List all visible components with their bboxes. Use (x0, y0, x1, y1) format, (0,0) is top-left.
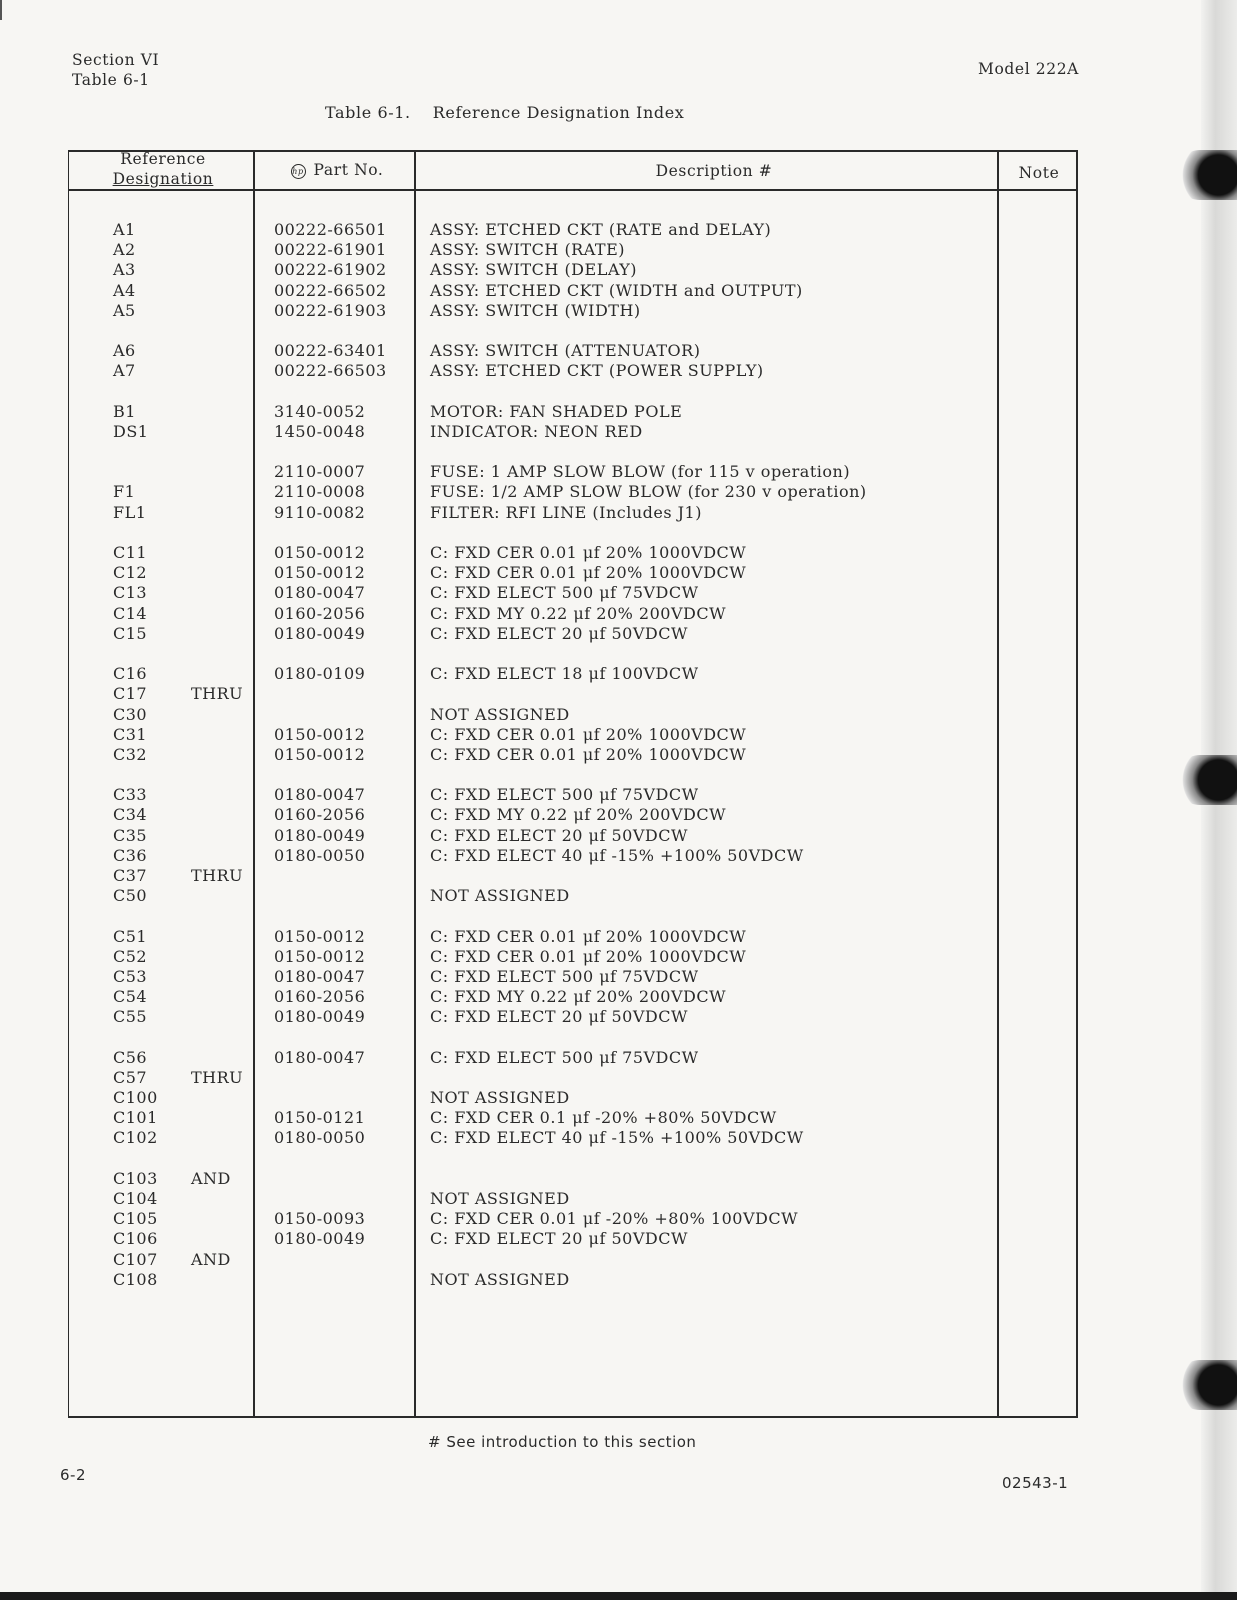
description-cell: C: FXD ELECT 40 μf -15% +100% 50VDCW (430, 1128, 804, 1148)
ref-designation-cell: DS1 (113, 421, 149, 441)
ref-designation-cell: C35 (113, 825, 148, 845)
page-edge-left (0, 0, 2, 20)
part-number-cell: 00222-66503 (274, 361, 387, 381)
table-title-number: Table 6-1. (325, 103, 411, 122)
description-cell: ASSY: ETCHED CKT (POWER SUPPLY) (430, 361, 764, 381)
description-cell: ASSY: ETCHED CKT (RATE and DELAY) (430, 220, 772, 239)
ref-designation-cell: A7 (113, 361, 136, 381)
part-number-cell: 0180-0047 (274, 1047, 366, 1067)
ref-designation-cell: C107 (113, 1249, 158, 1269)
table-row (0, 846, 1100, 866)
ref-designation-cell: B1 (113, 401, 136, 421)
table-title-text: Reference Designation Index (432, 103, 685, 122)
table-row (0, 805, 1100, 825)
description-cell: C: FXD ELECT 500 μf 75VDCW (430, 966, 699, 986)
table-row (0, 745, 1100, 765)
ref-designation-cell: C57 (113, 1067, 148, 1087)
table-row (0, 301, 1100, 321)
table-row (0, 1209, 1100, 1229)
ref-designation-cell: C33 (113, 785, 148, 805)
binder-hole-middle (1175, 755, 1237, 805)
ref-designation-cell: C103 (113, 1168, 158, 1188)
ref-designation-cell: C14 (113, 603, 148, 623)
table-row (0, 927, 1100, 947)
ref-designation-cell: A4 (113, 280, 136, 300)
table-row (0, 1048, 1100, 1068)
table-row (0, 1007, 1100, 1027)
description-cell: C: FXD ELECT 20 μf 50VDCW (430, 623, 688, 643)
ref-designation-cell: C104 (113, 1189, 158, 1208)
description-cell: C: FXD ELECT 18 μf 100VDCW (430, 664, 699, 684)
table-row (0, 1229, 1100, 1249)
range-keyword-cell: AND (191, 1249, 231, 1269)
description-cell: C: FXD ELECT 20 μf 50VDCW (430, 825, 688, 845)
table-row (0, 583, 1100, 603)
ref-designation-cell: F1 (113, 482, 136, 502)
description-cell: ASSY: SWITCH (RATE) (430, 240, 625, 260)
table-row (0, 967, 1100, 987)
table-row (0, 442, 1100, 462)
ref-designation-cell: C37 (113, 866, 148, 885)
ref-designation-cell: C36 (113, 845, 148, 865)
table-row (0, 725, 1100, 745)
part-number-cell: 0150-0012 (274, 946, 366, 966)
ref-designation-cell: C101 (113, 1108, 158, 1128)
description-cell: FUSE: 1/2 AMP SLOW BLOW (for 230 v operation) (430, 482, 867, 502)
part-number-cell: 9110-0082 (274, 502, 366, 522)
model-label: Model 222A (978, 60, 1079, 78)
ref-designation-cell: C32 (113, 744, 148, 764)
description-cell: C: FXD ELECT 500 μf 75VDCW (430, 785, 699, 805)
description-cell: NOT ASSIGNED (430, 1189, 570, 1208)
binder-hole-top (1175, 150, 1237, 200)
description-cell: ASSY: SWITCH (WIDTH) (430, 300, 641, 320)
description-cell: FILTER: RFI LINE (Includes J1) (430, 502, 702, 522)
part-number-cell: 0180-0047 (274, 966, 366, 986)
ref-designation-cell: C50 (113, 886, 148, 906)
part-number-cell: 0180-0050 (274, 1128, 366, 1148)
range-keyword-cell: AND (191, 1168, 231, 1188)
table-row (0, 987, 1100, 1007)
ref-designation-cell: A5 (113, 300, 136, 320)
part-number-cell: 0180-0047 (274, 785, 366, 805)
table-row (0, 1270, 1100, 1290)
part-number-cell: 0150-0121 (274, 1108, 366, 1128)
description-cell: ASSY: SWITCH (ATTENUATOR) (430, 341, 701, 361)
binder-hole-bottom (1175, 1360, 1237, 1410)
ref-designation-cell: C105 (113, 1209, 158, 1229)
document-number: 02543-1 (1002, 1474, 1069, 1492)
ref-designation-cell: FL1 (113, 502, 147, 522)
column-header-ref-line1: Reference (120, 150, 206, 168)
page-edge-bottom (0, 1592, 1237, 1600)
range-keyword-cell: THRU (191, 684, 244, 704)
description-cell: C: FXD CER 0.01 μf 20% 1000VDCW (430, 946, 747, 966)
column-header-description: Description # (655, 162, 773, 180)
column-header-note: Note (1018, 164, 1060, 182)
part-number-cell: 00222-66502 (274, 280, 387, 300)
table-row (0, 644, 1100, 664)
table-row (0, 604, 1100, 624)
part-number-cell: 0180-0109 (274, 664, 366, 684)
table-row (0, 281, 1100, 301)
description-cell: C: FXD CER 0.01 μf -20% +80% 100VDCW (430, 1209, 799, 1229)
table-row (0, 906, 1100, 926)
table-row (0, 705, 1100, 725)
part-number-cell: 0150-0012 (274, 563, 366, 583)
description-cell: C: FXD CER 0.01 μf 20% 1000VDCW (430, 563, 747, 583)
description-cell: C: FXD CER 0.01 μf 20% 1000VDCW (430, 744, 747, 764)
part-number-cell: 0180-0047 (274, 583, 366, 603)
ref-designation-cell: C13 (113, 583, 148, 603)
ref-designation-cell: C55 (113, 1007, 148, 1027)
ref-designation-cell: C52 (113, 946, 148, 966)
part-number-cell: 0150-0093 (274, 1209, 366, 1229)
table-row (0, 886, 1100, 906)
table-row (0, 563, 1100, 583)
table-row (0, 260, 1100, 280)
part-number-cell: 0150-0012 (274, 724, 366, 744)
description-cell: C: FXD MY 0.22 μf 20% 200VDCW (430, 603, 727, 623)
part-number-cell: 0180-0049 (274, 1007, 366, 1027)
ref-designation-cell: C54 (113, 987, 148, 1007)
ref-designation-cell: A1 (113, 220, 136, 239)
table-row (0, 664, 1100, 684)
table-row (0, 1068, 1100, 1088)
table-row (0, 1028, 1100, 1048)
table-row (0, 462, 1100, 482)
description-cell: C: FXD CER 0.01 μf 20% 1000VDCW (430, 724, 747, 744)
page-number: 6-2 (60, 1466, 86, 1484)
part-number-cell: 0160-2056 (274, 805, 366, 825)
part-number-cell: 0150-0012 (274, 744, 366, 764)
part-number-cell: 0180-0049 (274, 825, 366, 845)
column-header-part-label: Part No. (313, 161, 384, 179)
ref-designation-cell: C102 (113, 1128, 158, 1148)
table-row (0, 624, 1100, 644)
section-label: Section VI (72, 51, 160, 69)
table-ref-label: Table 6-1 (72, 71, 150, 89)
column-header-part-no (257, 160, 417, 180)
description-cell: NOT ASSIGNED (430, 1269, 570, 1289)
table-row (0, 341, 1100, 361)
part-number-cell: 00222-63401 (274, 341, 387, 361)
column-header-ref-line2: Designation (112, 170, 214, 188)
table-row (0, 947, 1100, 967)
description-cell: C: FXD MY 0.22 μf 20% 200VDCW (430, 987, 727, 1007)
ref-designation-cell: C15 (113, 623, 148, 643)
part-number-cell: 2110-0007 (274, 462, 366, 482)
part-number-cell: 0180-0050 (274, 845, 366, 865)
ref-designation-cell: A2 (113, 240, 136, 260)
range-keyword-cell: THRU (191, 866, 244, 885)
part-number-cell: 00222-66501 (274, 220, 387, 239)
ref-designation-cell: C53 (113, 966, 148, 986)
table-row (0, 785, 1100, 805)
table-row (0, 523, 1100, 543)
ref-designation-cell: C12 (113, 563, 148, 583)
table-row (0, 765, 1100, 785)
ref-designation-cell: C56 (113, 1047, 148, 1067)
ref-designation-cell: C17 (113, 684, 148, 704)
part-number-cell: 0150-0012 (274, 926, 366, 946)
ref-designation-cell: A6 (113, 341, 136, 361)
table-row (0, 1169, 1100, 1189)
description-cell: NOT ASSIGNED (430, 1088, 570, 1108)
table-row (0, 321, 1100, 341)
ref-designation-cell: A3 (113, 260, 136, 280)
description-cell: FUSE: 1 AMP SLOW BLOW (for 115 v operation) (430, 462, 851, 482)
ref-designation-cell: C108 (113, 1269, 158, 1289)
description-cell: MOTOR: FAN SHADED POLE (430, 401, 683, 421)
table-row (0, 1189, 1100, 1209)
description-cell: C: FXD CER 0.01 μf 20% 1000VDCW (430, 926, 747, 946)
footnote: # See introduction to this section (428, 1433, 697, 1451)
part-number-cell: 00222-61903 (274, 300, 387, 320)
description-cell: C: FXD ELECT 500 μf 75VDCW (430, 583, 699, 603)
description-cell: C: FXD MY 0.22 μf 20% 200VDCW (430, 805, 727, 825)
header-rule (69, 189, 1076, 191)
table-title (325, 103, 684, 122)
table-row (0, 543, 1100, 563)
description-cell: C: FXD ELECT 500 μf 75VDCW (430, 1047, 699, 1067)
table-row (0, 361, 1100, 381)
ref-designation-cell: C100 (113, 1088, 158, 1108)
description-cell: C: FXD ELECT 20 μf 50VDCW (430, 1007, 688, 1027)
part-number-cell: 0180-0049 (274, 623, 366, 643)
part-number-cell: 3140-0052 (274, 401, 366, 421)
table-row (0, 1128, 1100, 1148)
range-keyword-cell: THRU (191, 1067, 244, 1087)
table-row (0, 482, 1100, 502)
table-row (0, 220, 1100, 240)
table-row (0, 1108, 1100, 1128)
description-cell: C: FXD ELECT 40 μf -15% +100% 50VDCW (430, 845, 804, 865)
part-number-cell: 0160-2056 (274, 987, 366, 1007)
table-row (0, 684, 1100, 704)
table-row (0, 382, 1100, 402)
description-cell: C: FXD CER 0.01 μf 20% 1000VDCW (430, 543, 747, 562)
description-cell: NOT ASSIGNED (430, 886, 570, 906)
table-body (0, 220, 1100, 1290)
ref-designation-cell: C34 (113, 805, 148, 825)
table-row (0, 826, 1100, 846)
part-number-cell: 0150-0012 (274, 543, 366, 562)
part-number-cell: 00222-61902 (274, 260, 387, 280)
ref-designation-cell: C51 (113, 926, 148, 946)
table-row (0, 866, 1100, 886)
part-number-cell: 00222-61901 (274, 240, 387, 260)
part-number-cell: 0180-0049 (274, 1229, 366, 1249)
ref-designation-cell: C11 (113, 543, 148, 562)
column-header-reference-designation (69, 149, 257, 189)
ref-designation-cell: C30 (113, 704, 148, 724)
table-row (0, 402, 1100, 422)
table-row (0, 1088, 1100, 1108)
description-cell: ASSY: ETCHED CKT (WIDTH and OUTPUT) (430, 280, 803, 300)
description-cell: ASSY: SWITCH (DELAY) (430, 260, 638, 280)
ref-designation-cell: C16 (113, 664, 148, 684)
table-row (0, 240, 1100, 260)
part-number-cell: 1450-0048 (274, 421, 366, 441)
description-cell: C: FXD ELECT 20 μf 50VDCW (430, 1229, 688, 1249)
part-number-cell: 2110-0008 (274, 482, 366, 502)
ref-designation-cell: C106 (113, 1229, 158, 1249)
table-row (0, 503, 1100, 523)
table-row (0, 1250, 1100, 1270)
description-cell: C: FXD CER 0.1 μf -20% +80% 50VDCW (430, 1108, 777, 1128)
description-cell: NOT ASSIGNED (430, 704, 570, 724)
ref-designation-cell: C31 (113, 724, 148, 744)
table-row (0, 1149, 1100, 1169)
description-cell: INDICATOR: NEON RED (430, 421, 643, 441)
hp-logo-icon: hp (291, 164, 306, 179)
table-row (0, 422, 1100, 442)
part-number-cell: 0160-2056 (274, 603, 366, 623)
